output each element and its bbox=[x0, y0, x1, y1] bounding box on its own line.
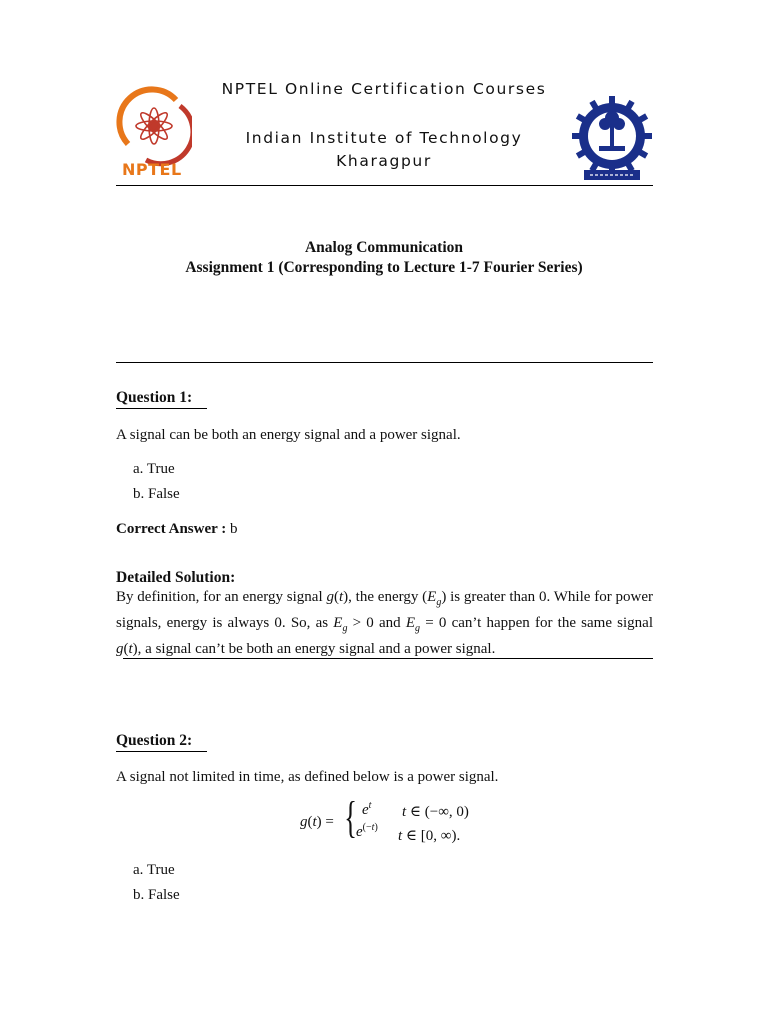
piecewise-equation: g(t) = { $e^t$ t ∈ (−∞, 0) $e^{(-t)}$ t ∈ [0, ∞). bbox=[300, 793, 469, 844]
question-2-heading: Question 2: bbox=[116, 732, 193, 749]
header-institute bbox=[0, 127, 768, 173]
solution-heading: Detailed Solution: bbox=[116, 569, 236, 586]
question-1-underline bbox=[116, 408, 207, 409]
header-line-3: Kharagpur bbox=[336, 152, 432, 170]
question-1-answer bbox=[116, 521, 238, 538]
nptel-logo-text: NPTEL bbox=[122, 160, 182, 179]
course-title: Analog Communication bbox=[304, 239, 464, 256]
answer-value: b bbox=[230, 521, 238, 537]
question-2-option-a: a. True bbox=[133, 862, 175, 878]
answer-label: Correct Answer : bbox=[116, 521, 227, 537]
header-line-1: NPTEL Online Certification Courses bbox=[221, 80, 547, 98]
header-divider bbox=[116, 185, 653, 186]
question-1-option-b: b. False bbox=[133, 486, 180, 502]
question-2-text: A signal not limited in time, as defined below is a power signal. bbox=[116, 769, 499, 785]
question-2-option-b: b. False bbox=[133, 887, 180, 903]
question-2-underline bbox=[116, 751, 207, 752]
iit-kharagpur-logo bbox=[572, 96, 652, 182]
detailed-solution: By definition, for an energy signal g(t), the energy $(E_g)$ is greater than 0. While for power signals, energy is always 0. So, as $E_g > 0$ and $E_g = 0$ can’t happen for the same signal g(t), a signal can’t be both an energy signal and a power signal. bbox=[116, 589, 654, 657]
question-1-option-a: a. True bbox=[133, 461, 175, 477]
title-divider bbox=[116, 362, 653, 363]
question-1-heading: Question 1: bbox=[116, 389, 193, 406]
question-1-text: A signal can be both an energy signal and a power signal. bbox=[116, 427, 461, 443]
question-1-divider bbox=[123, 658, 653, 659]
header-line-2: Indian Institute of Technology bbox=[245, 129, 523, 147]
assignment-title: Assignment 1 (Corresponding to Lecture 1-7 Fourier Series) bbox=[185, 259, 583, 276]
